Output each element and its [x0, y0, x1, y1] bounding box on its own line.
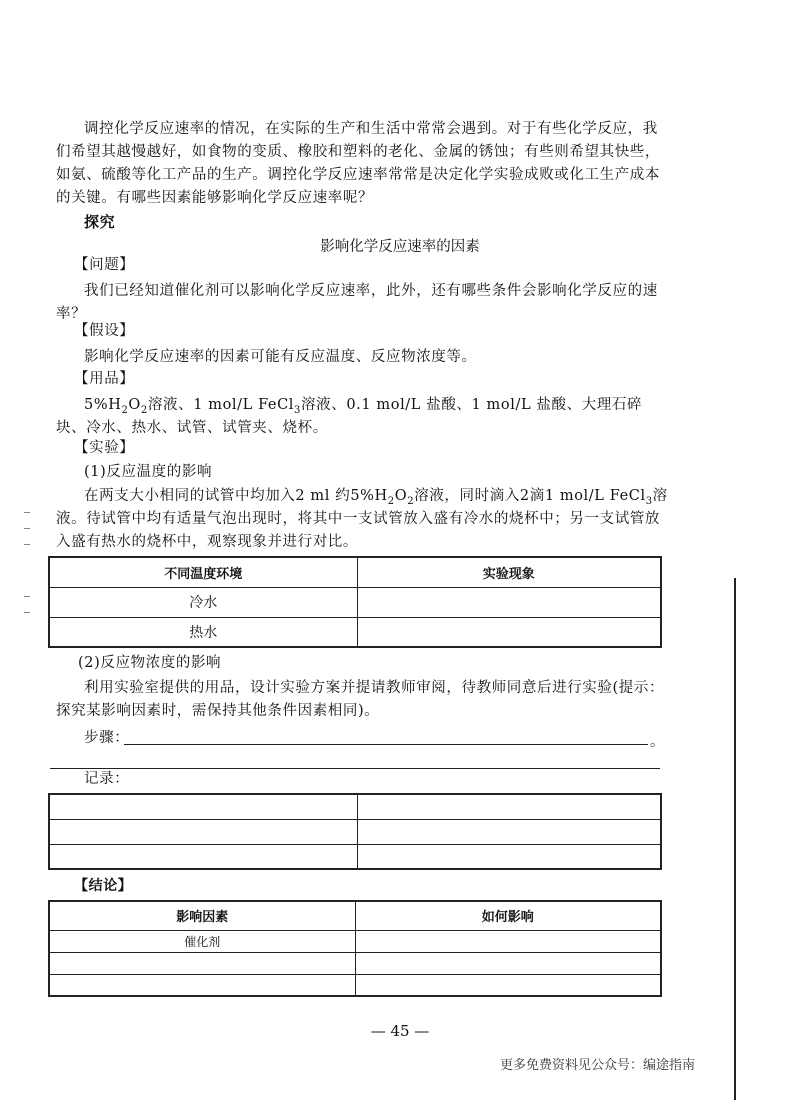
conclusion-table: [48, 900, 662, 997]
table1-header-environment: 不同温度环境: [49, 557, 357, 587]
steps-answer-line-2: [50, 768, 660, 769]
steps-label: 步骤：: [84, 730, 130, 746]
part1-title: (1)反应温度的影响: [84, 464, 213, 480]
materials-label: 【用品】: [74, 371, 135, 387]
table2-header-effect: 如何影响: [355, 901, 661, 930]
footer-note: 更多免费资料见公众号：编途指南: [500, 1058, 696, 1073]
table2-cell-catalyst: 催化剂: [49, 930, 355, 952]
table1-cell-hot: 热水: [49, 617, 357, 647]
table2-cell: [355, 952, 661, 974]
record-cell: [357, 844, 661, 869]
table2-cell: [49, 974, 355, 996]
record-cell: [49, 794, 357, 819]
record-cell: [49, 844, 357, 869]
experiment-label: 【实验】: [74, 440, 135, 456]
materials-text: $5\%H_2O_2$溶液、1 mol/L FeCl$_3$溶液、0.1 mol/L 盐酸、1 mol/L 盐酸、大理石碎块、冷水、热水、试管、试管夹、烧杯。: [56, 397, 643, 436]
record-cell: [357, 794, 661, 819]
explore-heading: 探究: [84, 213, 116, 231]
margin-mark: [24, 596, 30, 597]
table1-cell-cold: 冷水: [49, 587, 357, 617]
table2-cell: [355, 974, 661, 996]
record-label: 记录：: [84, 771, 130, 787]
record-cell: [357, 819, 661, 844]
record-cell: [49, 819, 357, 844]
hypothesis-label: 【假设】: [74, 323, 135, 339]
page-number: — 45 —: [370, 1022, 430, 1040]
binding-edge-line: [734, 578, 736, 1100]
part1-text: 在两支大小相同的试管中均加入2 ml 约$5\%H_2O_2$溶液，同时滴入2滴1 mol/L FeCl$_3$溶液。待试管中均有适量气泡出现时，将其中一支试管放入盛有冷水的烧杯中；另一支试管放入盛有热水的烧杯中，观察现象并进行对比。: [56, 488, 668, 550]
steps-end: 。: [650, 734, 666, 750]
part2-title: (2)反应物浓度的影响: [78, 655, 222, 671]
margin-mark: [24, 544, 30, 545]
table1-header-phenomenon: 实验现象: [357, 557, 661, 587]
temperature-table: [48, 556, 662, 648]
question-text: 我们已经知道催化剂可以影响化学反应速率，此外，还有哪些条件会影响化学反应的速率？: [56, 283, 658, 322]
table1-cell-cold-result: [357, 587, 661, 617]
conclusion-label: 【结论】: [74, 878, 133, 894]
margin-mark: [24, 528, 30, 529]
part2-text: 利用实验室提供的用品，设计实验方案并提请教师审阅，待教师同意后进行实验(提示：探究某影响因素时，需保持其他条件因素相同)。: [56, 680, 665, 719]
activity-title: 影响化学反应速率的因素: [320, 239, 480, 255]
question-label: 【问题】: [74, 257, 135, 273]
steps-answer-line-1: [124, 744, 648, 745]
margin-mark: [24, 512, 30, 513]
hypothesis-text: 影响化学反应速率的因素可能有反应温度、反应物浓度等。: [84, 349, 477, 365]
table2-header-factor: 影响因素: [49, 901, 355, 930]
record-table: [48, 793, 662, 870]
table2-cell: [49, 952, 355, 974]
table2-cell: [355, 930, 661, 952]
table1-cell-hot-result: [357, 617, 661, 647]
margin-mark: [24, 612, 30, 613]
intro-paragraph: 调控化学反应速率的情况，在实际的生产和生活中常常会遇到。对于有些化学反应，我们希望其越慢越好，如食物的变质、橡胶和塑料的老化、金属的锈蚀；有些则希望其快些，如氨、硫酸等化工产品的生产。调控化学反应速率常常是决定化学实验成败或化工生产成本的关键。有哪些因素能够影响化学反应速率呢？: [56, 121, 660, 206]
